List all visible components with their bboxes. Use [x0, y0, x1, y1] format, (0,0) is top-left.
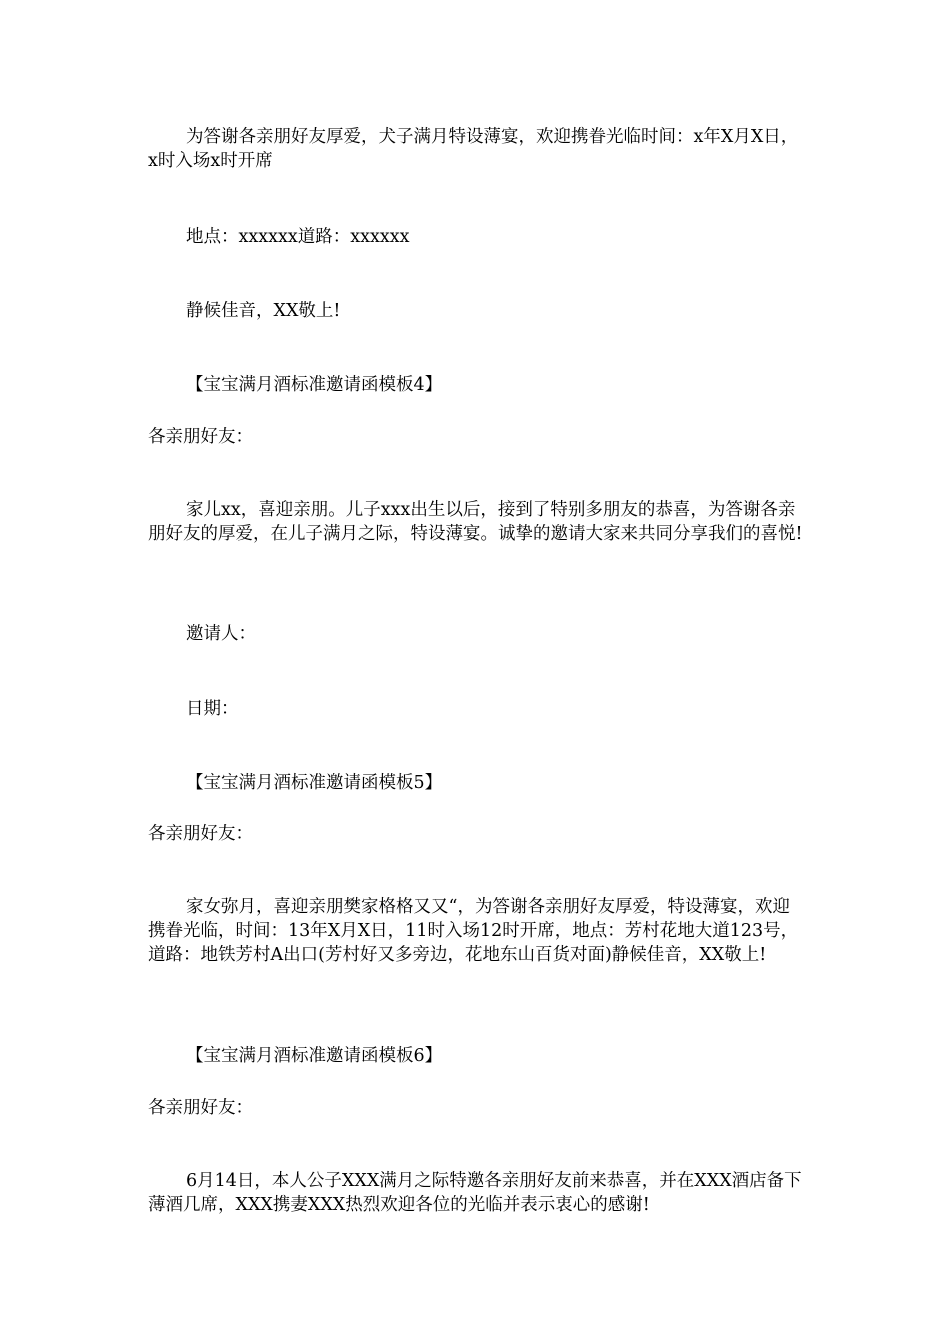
salutation: 各亲朋好友： — [148, 824, 253, 844]
paragraph-template-4-body: 家儿xx，喜迎亲朋。儿子xxx出生以后，接到了特别多朋友的恭喜，为答谢各亲朋好友的厚爱，在儿子满月之际，特设薄宴。诚挚的邀请大家来共同分享我们的喜悦! — [148, 500, 803, 544]
date-label: 日期： — [186, 699, 239, 719]
salutation: 各亲朋好友： — [148, 427, 253, 447]
section-heading-template-5: 【宝宝满月酒标准邀请函模板5】 — [186, 773, 443, 793]
salutation: 各亲朋好友： — [148, 1098, 253, 1118]
paragraph-closing: 静候佳音，XX敬上! — [186, 301, 341, 321]
section-heading-template-4: 【宝宝满月酒标准邀请函模板4】 — [186, 375, 443, 395]
paragraph-invitation-time: 为答谢各亲朋好友厚爱，犬子满月特设薄宴，欢迎携眷光临时间：x年X月X日，x时入场x时开席 — [148, 127, 799, 171]
paragraph-template-6-body: 6月14日，本人公子XXX满月之际特邀各亲朋好友前来恭喜，并在XXX酒店备下薄酒几席，XXX携妻XXX热烈欢迎各位的光临并表示衷心的感谢! — [148, 1171, 802, 1215]
paragraph-location: 地点：xxxxxx道路：xxxxxx — [186, 227, 410, 247]
paragraph-template-5-body: 家女弥月，喜迎亲朋樊家格格又又“，为答谢各亲朋好友厚爱，特设薄宴，欢迎携眷光临，时间：13年X月X日，11时入场12时开席，地点：芳村花地大道123号，道路：地铁芳村A出口(芳村好又多旁边，花地东山百货对面)静候佳音，XX敬上! — [148, 897, 799, 965]
inviter-label: 邀请人： — [186, 624, 256, 644]
section-heading-template-6: 【宝宝满月酒标准邀请函模板6】 — [186, 1046, 443, 1066]
